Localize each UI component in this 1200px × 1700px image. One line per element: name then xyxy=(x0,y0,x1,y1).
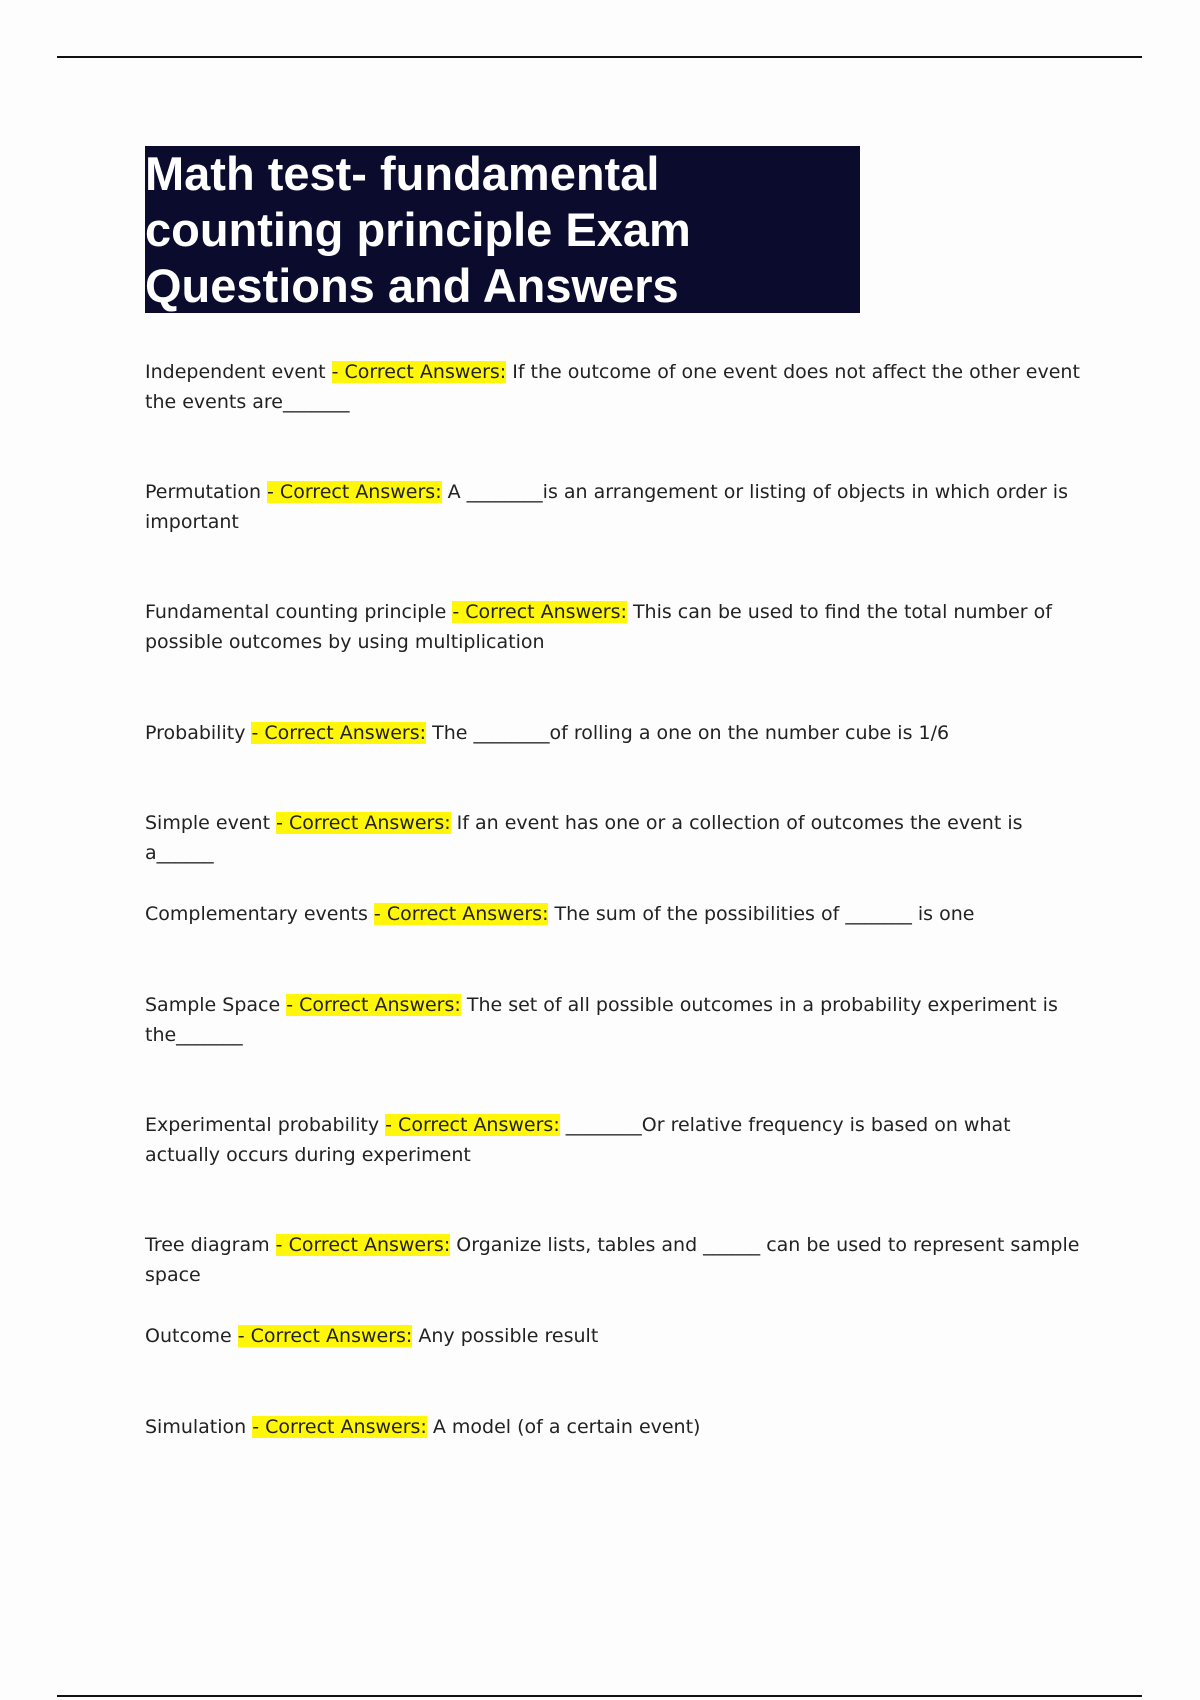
qa-term: Probability xyxy=(145,722,252,744)
qa-entry-outcome xyxy=(145,1321,1085,1351)
correct-answers-marker: - Correct Answers: xyxy=(331,361,507,383)
qa-answer: Organize lists, tables and ______ can be used to represent sample space xyxy=(145,1234,1080,1286)
correct-answers-marker: - Correct Answers: xyxy=(373,903,549,925)
qa-term: Complementary events xyxy=(145,903,374,925)
qa-entry-independent-event xyxy=(145,357,1085,417)
qa-term: Permutation xyxy=(145,481,268,503)
qa-term: Sample Space xyxy=(145,994,287,1016)
qa-term: Tree diagram xyxy=(145,1234,276,1256)
correct-answers-marker: - Correct Answers: xyxy=(452,601,627,623)
qa-entry-fundamental-counting-principle xyxy=(145,597,1085,657)
qa-term: Independent event xyxy=(145,361,332,383)
qa-answer: A model (of a certain event) xyxy=(426,1416,701,1438)
qa-answer: ________Or relative frequency is based on what actually occurs during experiment xyxy=(145,1114,1011,1166)
correct-answers-marker: - Correct Answers: xyxy=(267,481,442,503)
correct-answers-marker: - Correct Answers: xyxy=(237,1325,413,1347)
correct-answers-marker: - Correct Answers: xyxy=(275,1234,451,1256)
document-title: Math test- fundamental counting principle Exam Questions and Answers xyxy=(145,147,691,312)
qa-entry-experimental-probability xyxy=(145,1110,1085,1170)
qa-answer: The set of all possible outcomes in a probability experiment is the_______ xyxy=(145,994,1058,1046)
correct-answers-marker: - Correct Answers: xyxy=(276,812,451,834)
qa-entry-sample-space xyxy=(145,990,1085,1050)
correct-answers-marker: - Correct Answers: xyxy=(286,994,461,1016)
qa-answer: If the outcome of one event does not affect the other event the events are_______ xyxy=(145,361,1080,413)
qa-term: Fundamental counting principle xyxy=(145,601,453,623)
qa-entry-complementary-events xyxy=(145,899,1085,929)
title-banner xyxy=(145,146,860,313)
qa-entry-tree-diagram xyxy=(145,1230,1085,1290)
qa-term: Simulation xyxy=(145,1416,253,1438)
qa-entry-simulation xyxy=(145,1412,1085,1442)
footer-rule xyxy=(57,1695,1142,1697)
correct-answers-marker: - Correct Answers: xyxy=(385,1114,560,1136)
correct-answers-marker: - Correct Answers: xyxy=(251,722,427,744)
qa-entry-probability xyxy=(145,718,1085,748)
qa-answer: The sum of the possibilities of _______ is one xyxy=(548,903,975,925)
qa-answer: A ________is an arrangement or listing of objects in which order is important xyxy=(145,481,1068,533)
header-rule xyxy=(57,56,1142,58)
qa-term: Outcome xyxy=(145,1325,238,1347)
qa-answer: This can be used to find the total number of possible outcomes by using multiplication xyxy=(145,601,1052,653)
qa-term: Experimental probability xyxy=(145,1114,386,1136)
qa-answer: Any possible result xyxy=(412,1325,599,1347)
qa-answer: The ________of rolling a one on the number cube is 1/6 xyxy=(426,722,950,744)
qa-entry-permutation xyxy=(145,477,1085,537)
qa-answer: If an event has one or a collection of outcomes the event is a______ xyxy=(145,812,1023,864)
qa-term: Simple event xyxy=(145,812,277,834)
correct-answers-marker: - Correct Answers: xyxy=(252,1416,427,1438)
qa-entry-simple-event xyxy=(145,808,1085,868)
